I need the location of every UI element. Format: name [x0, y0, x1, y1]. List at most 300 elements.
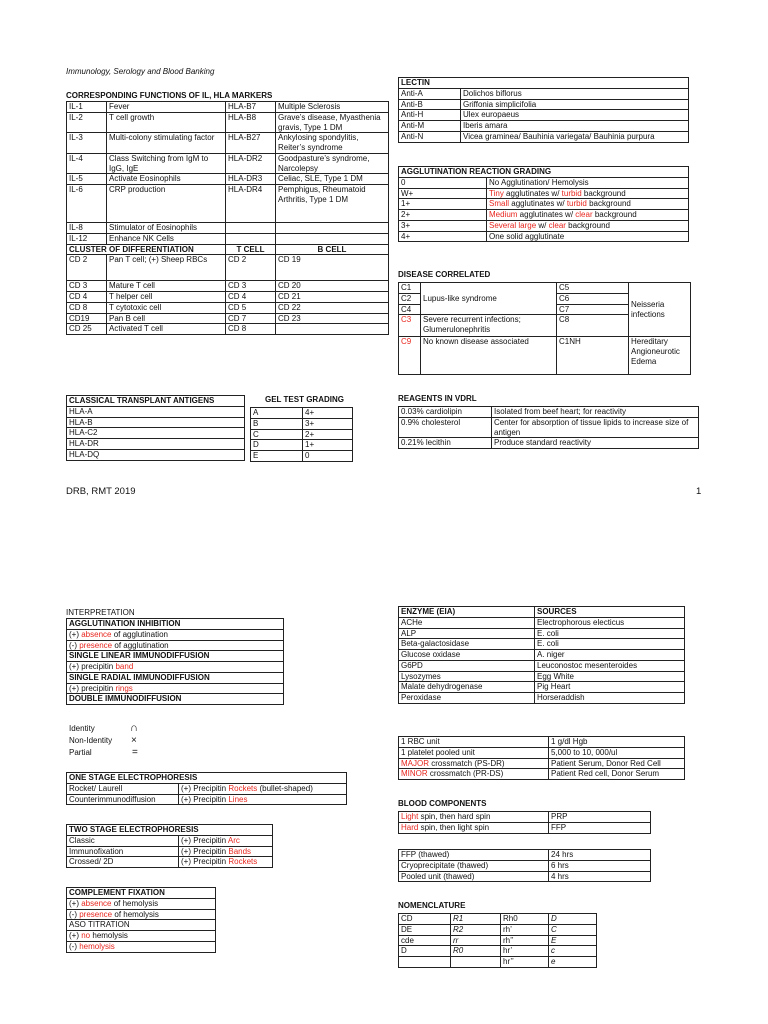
disease-cell — [276, 223, 389, 234]
one-stage-title: ONE STAGE ELECTROPHORESIS — [67, 773, 347, 784]
bcell-cell: CD 19 — [276, 255, 389, 281]
disease-cell: Multiple Sclerosis — [276, 102, 389, 113]
source-cell: A. niger — [535, 650, 685, 661]
complement-cell: C8 — [557, 315, 629, 337]
tcell-cell: CD 3 — [226, 281, 276, 292]
unit-value-cell: 5,000 to 10, 000/ul — [549, 747, 685, 758]
interp-cell: (+) no hemolysis — [67, 931, 216, 942]
tcell-header: T CELL — [226, 244, 276, 255]
table-row — [67, 428, 245, 439]
il-cell: IL-5 — [67, 174, 107, 185]
component-cell: PRP — [549, 812, 651, 823]
identity-label: Identity — [69, 724, 95, 733]
table-row — [399, 99, 689, 110]
complement-cell: C6 — [557, 293, 629, 304]
cd-header-row — [67, 244, 389, 255]
table-row — [399, 935, 597, 946]
table-row — [67, 185, 389, 223]
vdrl-title: REAGENTS IN VDRL — [398, 394, 477, 403]
thawed-cell: FFP (thawed) — [399, 850, 549, 861]
interp-cell: (+) precipitin rings — [67, 683, 284, 694]
table-row — [399, 617, 685, 628]
neisseria-cell: Neisseria infections — [629, 283, 691, 337]
table-row — [399, 177, 689, 188]
complement-cell: C7 — [557, 304, 629, 315]
table-row — [399, 417, 699, 438]
wiener-cell: R0 — [451, 946, 501, 957]
method-cell: Classic — [67, 835, 179, 846]
enzyme-table — [398, 606, 685, 704]
table-row — [251, 408, 353, 419]
reagent-desc-cell: Isolated from beef heart; for reactivity — [492, 407, 699, 418]
table-row — [399, 639, 685, 650]
page-gap — [0, 510, 768, 598]
table-row — [67, 619, 284, 630]
table-row — [399, 199, 689, 210]
table-row — [67, 324, 389, 335]
rh-cell: hr’’ — [501, 957, 549, 968]
disease-cell: Ankylosing spondylitis, Reiter’s syndrome — [276, 133, 389, 154]
thawed-hours-cell: 4 hrs — [549, 871, 651, 882]
grade-desc-cell: Several large w/ clear background — [487, 220, 689, 231]
complement-cell: C4 — [399, 304, 421, 315]
gel-value-cell: 2+ — [303, 429, 353, 440]
source-cell: Leuconostoc mesenteroides — [535, 660, 685, 671]
source-cell: Horseraddish — [535, 693, 685, 704]
table-row — [399, 822, 651, 833]
disease-cell — [276, 233, 389, 244]
table-row — [399, 850, 651, 861]
fn-cell: Activate Eosinophils — [107, 174, 226, 185]
enzyme-cell: Lysozymes — [399, 671, 535, 682]
disease-cell: Grave’s disease, Myasthenia gravis, Type 1 DM — [276, 112, 389, 133]
grade-cell: 2+ — [399, 210, 487, 221]
table-row — [67, 292, 389, 303]
disease-cell: Goodpasture’s syndrome, Narcolepsy — [276, 153, 389, 174]
table-row — [67, 439, 245, 450]
nomenclature-table — [398, 913, 597, 968]
tcell-cell: CD 8 — [226, 324, 276, 335]
spin-cell: Light spin, then hard spin — [399, 812, 549, 823]
complement-cell: C1NH — [557, 337, 629, 375]
table-row — [399, 337, 691, 375]
wiener-cell: R1 — [451, 914, 501, 925]
hla-cell: HLA-DR2 — [226, 153, 276, 174]
page-number: 1 — [696, 486, 702, 497]
enzyme-cell: Malate dehydrogenase — [399, 682, 535, 693]
gel-value-cell: 1+ — [303, 440, 353, 451]
sli-title: SINGLE LINEAR IMMUNODIFFUSION — [67, 651, 284, 662]
table-row — [67, 223, 389, 234]
interpretation-table — [66, 618, 284, 705]
lectin-source-cell: Vicea graminea/ Bauhinia variegata/ Bauhinia purpura — [461, 131, 689, 142]
table-row — [399, 210, 689, 221]
il-hla-table — [66, 101, 389, 335]
cd-desc-cell: Pan T cell; (+) Sheep RBCs — [107, 255, 226, 281]
grade-cell: W+ — [399, 188, 487, 199]
bcell-cell: CD 22 — [276, 302, 389, 313]
gel-title: GEL TEST GRADING — [265, 395, 344, 404]
page-1 — [0, 0, 768, 510]
table-row — [399, 88, 689, 99]
antigen-cell: HLA-B — [67, 417, 245, 428]
one-stage-table — [66, 772, 347, 805]
nomenclature-title: NOMENCLATURE — [398, 901, 466, 910]
complement-title: COMPLEMENT FIXATION — [67, 888, 216, 899]
cd-cell: CD19 — [67, 313, 107, 324]
enzyme-cell: Peroxidase — [399, 693, 535, 704]
table-row — [399, 438, 699, 449]
interp-cell: (-) presence of agglutination — [67, 640, 284, 651]
partial-label: Partial — [69, 748, 92, 757]
crossmatch-value-cell: Patient Red cell, Donor Serum — [549, 769, 685, 780]
lectin-source-cell: Dolichos biflorus — [461, 88, 689, 99]
result-cell: (+) Precipitin Arc — [179, 835, 273, 846]
antisera-cell: Anti-A — [399, 88, 461, 99]
component-cell: FFP — [549, 822, 651, 833]
table-row — [67, 694, 284, 705]
cd-desc-cell: Mature T cell — [107, 281, 226, 292]
antigen-cell: HLA-DR — [67, 439, 245, 450]
lectin-source-cell: Griffonia simplicifolia — [461, 99, 689, 110]
grade-cell: 4+ — [399, 231, 487, 242]
interp-cell: (-) hemolysis — [67, 941, 216, 952]
wiener-cell: R2 — [451, 924, 501, 935]
footer-author: DRB, RMT 2019 — [66, 486, 136, 497]
table-row — [67, 941, 216, 952]
table-row — [399, 231, 689, 242]
antigen-cell: D — [549, 914, 597, 925]
table-row — [67, 281, 389, 292]
tcell-cell: CD 4 — [226, 292, 276, 303]
table-row — [399, 946, 597, 957]
bcell-cell: CD 20 — [276, 281, 389, 292]
antisera-cell: Anti-N — [399, 131, 461, 142]
fisher-race-cell: D — [399, 946, 451, 957]
lectin-source-cell: Ulex europaeus — [461, 110, 689, 121]
table-row — [67, 396, 245, 407]
thawed-hours-cell: 6 hrs — [549, 860, 651, 871]
table-row — [251, 451, 353, 462]
table-row — [67, 651, 284, 662]
antigen-cell: c — [549, 946, 597, 957]
reagent-desc-cell: Produce standard reactivity — [492, 438, 699, 449]
table-row — [399, 671, 685, 682]
gel-grade-cell: D — [251, 440, 303, 451]
crossmatch-value-cell: Patient Serum, Donor Red Cell — [549, 758, 685, 769]
source-cell: E. coli — [535, 628, 685, 639]
table-row — [399, 812, 651, 823]
gel-value-cell: 4+ — [303, 408, 353, 419]
blood-components-title: BLOOD COMPONENTS — [398, 799, 487, 808]
cd-desc-cell: Pan B cell — [107, 313, 226, 324]
severe-cell: Severe recurrent infections; Glumerulonephritis — [421, 315, 557, 337]
transplant-antigens-table — [66, 395, 245, 461]
table-row — [67, 302, 389, 313]
table-row — [399, 860, 651, 871]
table-row — [399, 660, 685, 671]
disease-correlated-table — [398, 282, 691, 375]
table-row — [67, 931, 216, 942]
fisher-race-cell: cde — [399, 935, 451, 946]
enzyme-cell: Beta-galactosidase — [399, 639, 535, 650]
grade-cell: 3+ — [399, 220, 487, 231]
table-row — [399, 914, 597, 925]
complement-cell: C5 — [557, 283, 629, 294]
gel-grade-cell: E — [251, 451, 303, 462]
table-row — [399, 737, 685, 748]
table-row — [67, 783, 347, 794]
gel-table — [250, 407, 353, 462]
vdrl-table — [398, 406, 699, 449]
table-row — [67, 417, 245, 428]
table-row — [399, 131, 689, 142]
table-row — [399, 682, 685, 693]
source-cell: Pig Heart — [535, 682, 685, 693]
cd-cell: CD 8 — [67, 302, 107, 313]
il-cell: IL-6 — [67, 185, 107, 223]
unit-cell: 1 platelet pooled unit — [399, 747, 549, 758]
table-row — [67, 888, 216, 899]
antisera-cell: Anti-M — [399, 121, 461, 132]
table-row — [67, 255, 389, 281]
tcell-cell: CD 5 — [226, 302, 276, 313]
fisher-race-cell: CD — [399, 914, 451, 925]
table-row — [399, 188, 689, 199]
complement-cell: C9 — [399, 337, 421, 375]
reagent-cell: 0.9% cholesterol — [399, 417, 492, 438]
wiener-cell: rr — [451, 935, 501, 946]
unit-cell: 1 RBC unit — [399, 737, 549, 748]
cd-desc-cell: Activated T cell — [107, 324, 226, 335]
interp-cell: (+) absence of agglutination — [67, 629, 284, 640]
table-row — [67, 133, 389, 154]
grade-cell: 0 — [399, 177, 487, 188]
bcell-cell: CD 23 — [276, 313, 389, 324]
document-header: Immunology, Serology and Blood Banking — [66, 67, 215, 76]
antigen-cell: HLA-DQ — [67, 449, 245, 460]
grade-desc-cell: No Agglutination/ Hemolysis — [487, 177, 689, 188]
il-cell: IL-1 — [67, 102, 107, 113]
il-cell: IL-3 — [67, 133, 107, 154]
two-stage-table — [66, 824, 273, 868]
disease-title: DISEASE CORRELATED — [398, 270, 491, 279]
unit-value-cell: 1 g/dl Hgb — [549, 737, 685, 748]
table-row — [67, 233, 389, 244]
grade-desc-cell: Small agglutinates w/ turbid background — [487, 199, 689, 210]
antisera-cell: Anti-B — [399, 99, 461, 110]
fn-cell: T cell growth — [107, 112, 226, 133]
disease-cell: Pemphigus, Rheumatoid Arthritis, Type 1 DM — [276, 185, 389, 223]
table-row — [399, 957, 597, 968]
rh-cell: rh’’ — [501, 935, 549, 946]
aso-title: ASO TITRATION — [67, 920, 216, 931]
source-cell: Electrophorous electicus — [535, 617, 685, 628]
grade-desc-cell: Tiny agglutinates w/ turbid background — [487, 188, 689, 199]
unit-crossmatch-table — [398, 736, 685, 780]
enzyme-cell: ALP — [399, 628, 535, 639]
gel-value-cell: 3+ — [303, 418, 353, 429]
table-row — [67, 174, 389, 185]
enzyme-cell: Glucose oxidase — [399, 650, 535, 661]
result-cell: (+) Precipitin Lines — [179, 794, 347, 805]
fn-cell: CRP production — [107, 185, 226, 223]
lupus-cell: Lupus-like syndrome — [421, 283, 557, 315]
table-row — [399, 769, 685, 780]
method-cell: Counterimmunodiffusion — [67, 794, 179, 805]
result-cell: (+) Precipitin Rockets (bullet-shaped) — [179, 783, 347, 794]
complement-cell: C2 — [399, 293, 421, 304]
partial-symbol: = — [132, 747, 138, 758]
cd-cell: CD 2 — [67, 255, 107, 281]
tcell-cell: CD 2 — [226, 255, 276, 281]
il-cell: IL-8 — [67, 223, 107, 234]
complement-cell: C1 — [399, 283, 421, 294]
fn-cell: Enhance NK Cells — [107, 233, 226, 244]
cd-cell: CD 3 — [67, 281, 107, 292]
table-row — [399, 121, 689, 132]
nonidentity-label: Non-Identity — [69, 736, 113, 745]
table-row — [399, 747, 685, 758]
table-row — [67, 629, 284, 640]
agglutination-grading-table — [398, 166, 689, 242]
antigen-cell: HLA-A — [67, 406, 245, 417]
result-cell: (+) Precipitin Rockets — [179, 857, 273, 868]
lectin-table — [398, 77, 689, 143]
table-row — [67, 898, 216, 909]
enzyme-cell: G6PD — [399, 660, 535, 671]
reagent-cell: 0.03% cardiolipin — [399, 407, 492, 418]
hla-cell: HLA-B27 — [226, 133, 276, 154]
reagent-desc-cell: Center for absorption of tissue lipids to increase size of antigen — [492, 417, 699, 438]
table-row — [67, 672, 284, 683]
antisera-cell: Anti-H — [399, 110, 461, 121]
hla-cell — [226, 223, 276, 234]
table-row — [67, 835, 273, 846]
hla-cell: HLA-DR4 — [226, 185, 276, 223]
identity-symbol: ∩ — [130, 722, 138, 734]
table-row — [67, 112, 389, 133]
fn-cell: Multi-colony stimulating factor — [107, 133, 226, 154]
antigen-cell: E — [549, 935, 597, 946]
grade-cell: 1+ — [399, 199, 487, 210]
cd-desc-cell: T cytotoxic cell — [107, 302, 226, 313]
table-row — [67, 909, 216, 920]
table-row — [67, 857, 273, 868]
table-row — [399, 167, 689, 178]
il-cell: IL-12 — [67, 233, 107, 244]
page-2 — [0, 598, 768, 1024]
table-row — [67, 102, 389, 113]
hereditary-cell: Hereditary Angioneurotic Edema — [629, 337, 691, 375]
gel-grade-cell: C — [251, 429, 303, 440]
table-row — [399, 110, 689, 121]
double-immunodiffusion-title: DOUBLE IMMUNODIFFUSION — [67, 694, 284, 705]
interp-cell: (+) precipitin band — [67, 662, 284, 673]
gel-value-cell: 0 — [303, 451, 353, 462]
rh-cell: Rh0 — [501, 914, 549, 925]
hla-cell: HLA-B8 — [226, 112, 276, 133]
cd-title: CLUSTER OF DIFFERENTIATION — [67, 244, 226, 255]
table-row — [399, 220, 689, 231]
source-cell: E. coli — [535, 639, 685, 650]
lectin-source-cell: Iberis amara — [461, 121, 689, 132]
unknown-cell: No known disease associated — [421, 337, 557, 375]
sri-title: SINGLE RADIAL IMMUNODIFFUSION — [67, 672, 284, 683]
fn-cell: Class Switching from IgM to IgG, IgE — [107, 153, 226, 174]
reagent-cell: 0.21% lecithin — [399, 438, 492, 449]
result-cell: (+) Precipitin Bands — [179, 846, 273, 857]
table-row — [67, 406, 245, 417]
table-row — [399, 650, 685, 661]
crossmatch-cell: MAJOR crossmatch (PS-DR) — [399, 758, 549, 769]
hla-cell: HLA-B7 — [226, 102, 276, 113]
bcell-header: B CELL — [276, 244, 389, 255]
agglutination-title: AGGLUTINATION REACTION GRADING — [399, 167, 689, 178]
table-row — [67, 846, 273, 857]
agg-inhibition-title: AGGLUTINATION INHIBITION — [67, 619, 284, 630]
table-row — [399, 693, 685, 704]
rh-cell: hr’ — [501, 946, 549, 957]
grade-desc-cell: One solid agglutinate — [487, 231, 689, 242]
antigen-cell: C — [549, 924, 597, 935]
rh-cell: rh’ — [501, 924, 549, 935]
gel-grade-cell: A — [251, 408, 303, 419]
table-row — [399, 924, 597, 935]
antigen-cell: HLA-C2 — [67, 428, 245, 439]
fisher-race-cell: DE — [399, 924, 451, 935]
il-cell: IL-4 — [67, 153, 107, 174]
nonidentity-symbol: × — [131, 735, 137, 746]
table-row — [67, 449, 245, 460]
lectin-title: LECTIN — [399, 78, 689, 89]
table-row — [67, 920, 216, 931]
fn-cell: Fever — [107, 102, 226, 113]
table-row — [67, 825, 273, 836]
table-row — [399, 407, 699, 418]
sources-title: SOURCES — [535, 607, 685, 618]
blood-components-table — [398, 811, 651, 834]
thawed-cell: Cryoprecipitate (thawed) — [399, 860, 549, 871]
table-row — [251, 440, 353, 451]
gel-grade-cell: B — [251, 418, 303, 429]
table-row — [67, 794, 347, 805]
method-cell: Crossed/ 2D — [67, 857, 179, 868]
bcell-cell — [276, 324, 389, 335]
fn-cell: Stimulator of Eosinophils — [107, 223, 226, 234]
bcell-cell: CD 21 — [276, 292, 389, 303]
spin-cell: Hard spin, then light spin — [399, 822, 549, 833]
table-row — [67, 313, 389, 324]
table-row — [399, 283, 691, 294]
cd-cell: CD 25 — [67, 324, 107, 335]
table-row — [399, 78, 689, 89]
il-hla-title: CORRESPONDING FUNCTIONS OF IL, HLA MARKERS — [66, 91, 273, 100]
table-row — [67, 773, 347, 784]
two-stage-title: TWO STAGE ELECTROPHORESIS — [67, 825, 273, 836]
complement-fixation-table — [66, 887, 216, 953]
table-row — [67, 640, 284, 651]
fisher-race-cell — [399, 957, 451, 968]
antigen-cell: e — [549, 957, 597, 968]
transplant-title: CLASSICAL TRANSPLANT ANTIGENS — [67, 396, 245, 407]
method-cell: Immunofixation — [67, 846, 179, 857]
hla-cell: HLA-DR3 — [226, 174, 276, 185]
il-cell: IL-2 — [67, 112, 107, 133]
hla-cell — [226, 233, 276, 244]
table-row — [399, 628, 685, 639]
table-row — [251, 418, 353, 429]
